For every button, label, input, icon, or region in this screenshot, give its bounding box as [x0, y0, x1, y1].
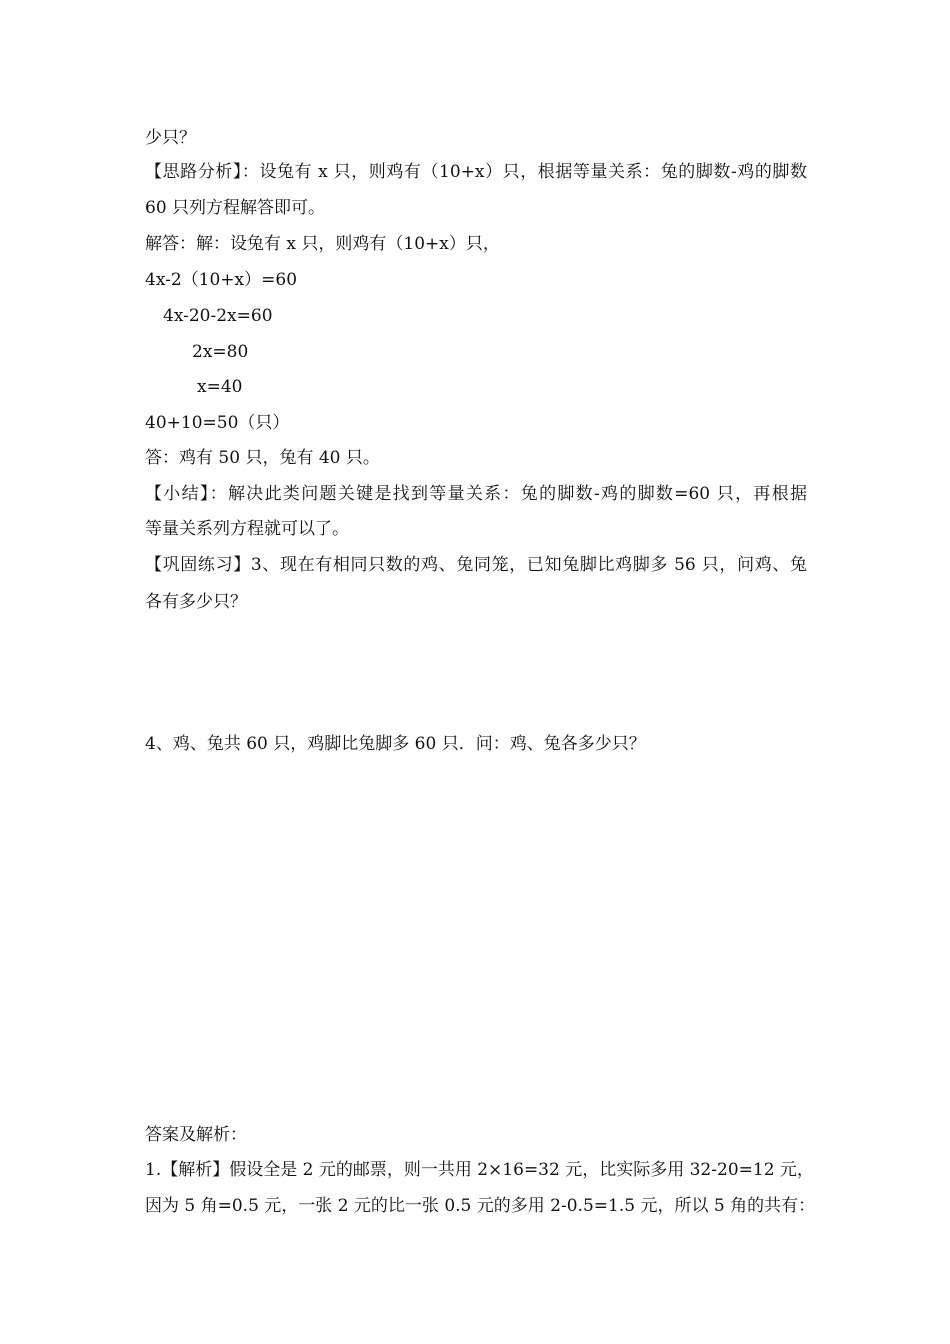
question-4: 4、鸡、兔共 60 只，鸡脚比兔脚多 60 只．问：鸡、兔各多少只？: [145, 734, 646, 754]
equation-3: 2x=80: [192, 342, 249, 362]
answer-1-line-2: 因为 5 角=0.5 元，一张 2 元的比一张 0.5 元的多用 2-0.5=1.5 元，所以 5 角的共有：: [145, 1196, 816, 1216]
practice-line-1: 【巩固练习】3、现在有相同只数的鸡、兔同笼，已知兔脚比鸡脚多 56 只，问鸡、兔: [145, 555, 807, 575]
equation-2: 4x-20-2x=60: [163, 306, 273, 326]
answer-line: 答：鸡有 50 只，兔有 40 只。: [145, 448, 380, 468]
equation-1: 4x-2（10+x）=60: [145, 270, 298, 290]
text-line-1: 少只？: [145, 128, 196, 148]
practice-line-2: 各有多少只？: [145, 592, 247, 612]
analysis-line-2: 60 只列方程解答即可。: [145, 198, 326, 218]
equation-5: 40+10=50（只）: [145, 413, 290, 433]
summary-line-1: 【小结】：解决此类问题关键是找到等量关系：兔的脚数-鸡的脚数=60 只，再根据: [145, 484, 807, 504]
analysis-line-1: 【思路分析】：设兔有 x 只，则鸡有（10+x）只，根据等量关系：兔的脚数-鸡的脚数: [145, 162, 807, 182]
equation-4: x=40: [197, 377, 243, 397]
solution-line: 解答：解：设兔有 x 只，则鸡有（10+x）只，: [145, 234, 500, 254]
summary-line-2: 等量关系列方程就可以了。: [145, 519, 349, 539]
answer-1-line-1: 1.【解析】假设全是 2 元的邮票，则一共用 2×16=32 元，比实际多用 32-20=12 元，: [145, 1160, 814, 1180]
answers-heading: 答案及解析：: [145, 1125, 247, 1145]
